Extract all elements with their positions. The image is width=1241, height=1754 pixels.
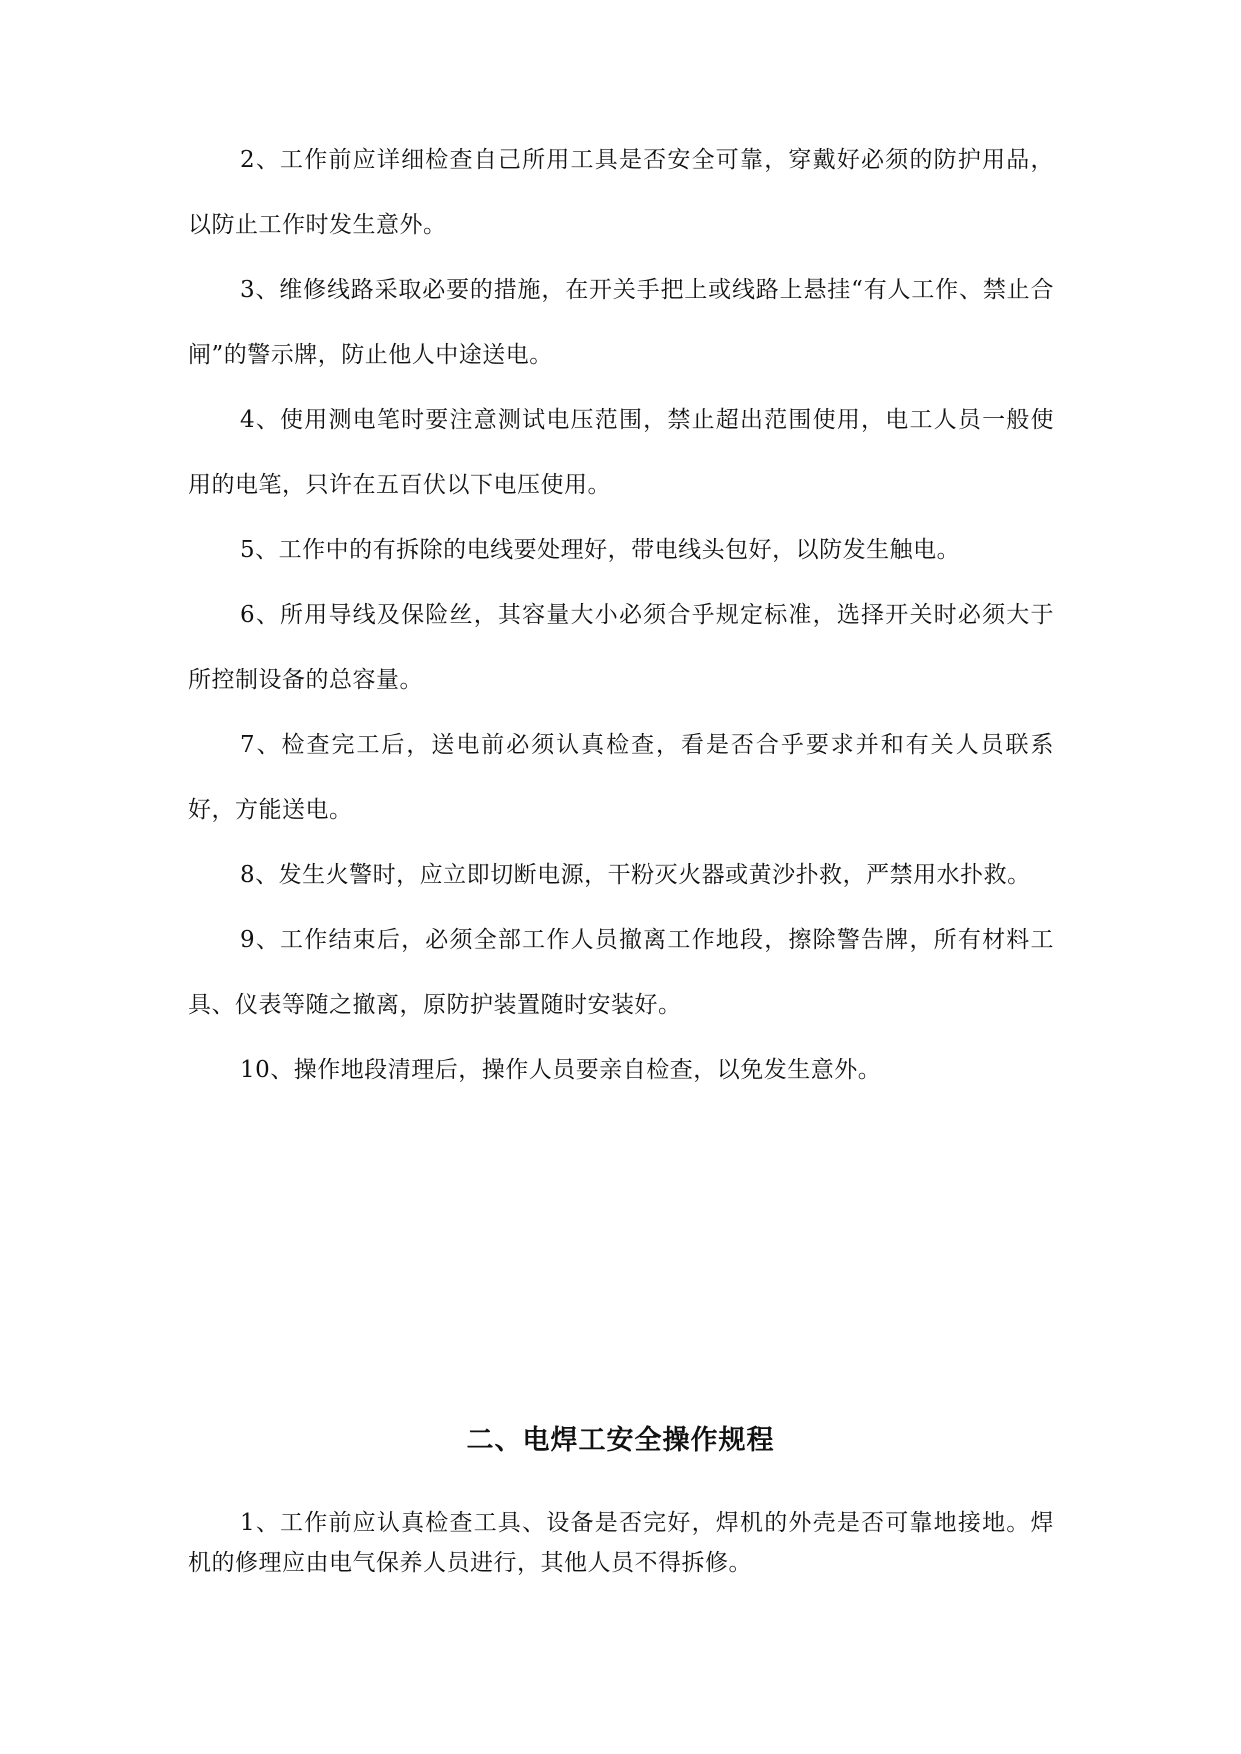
- rule-paragraph: 9、工作结束后，必须全部工作人员撤离工作地段，擦除警告牌，所有材料工具、仪表等随之撤离，原防护装置随时安装好。: [188, 927, 1054, 1018]
- rule-paragraph: 4、使用测电笔时要注意测试电压范围，禁止超出范围使用，电工人员一般使用的电笔，只许在五百伏以下电压使用。: [188, 407, 1054, 498]
- section-heading: 二、电焊工安全操作规程: [466, 1425, 775, 1456]
- rule-paragraph: 5、工作中的有拆除的电线要处理好，带电线头包好，以防发生触电。: [240, 537, 961, 563]
- rule-paragraph: 1、工作前应认真检查工具、设备是否完好，焊机的外壳是否可靠地接地。焊机的修理应由电气保养人员进行，其他人员不得拆修。: [188, 1510, 1054, 1576]
- rule-paragraph: 2、工作前应详细检查自己所用工具是否安全可靠，穿戴好必须的防护用品，以防止工作时发生意外。: [188, 147, 1054, 238]
- rule-paragraph: 7、检查完工后，送电前必须认真检查，看是否合乎要求并和有关人员联系好，方能送电。: [188, 732, 1054, 823]
- rule-paragraph: 3、维修线路采取必要的措施，在开关手把上或线路上悬挂“有人工作、禁止合闸”的警示牌，防止他人中途送电。: [188, 277, 1054, 368]
- rule-paragraph: 8、发生火警时，应立即切断电源，干粉灭火器或黄沙扑救，严禁用水扑救。: [240, 862, 1031, 888]
- rule-paragraph: 6、所用导线及保险丝，其容量大小必须合乎规定标准，选择开关时必须大于所控制设备的总容量。: [188, 602, 1054, 693]
- rule-paragraph: 10、操作地段清理后，操作人员要亲自检查，以免发生意外。: [240, 1057, 882, 1083]
